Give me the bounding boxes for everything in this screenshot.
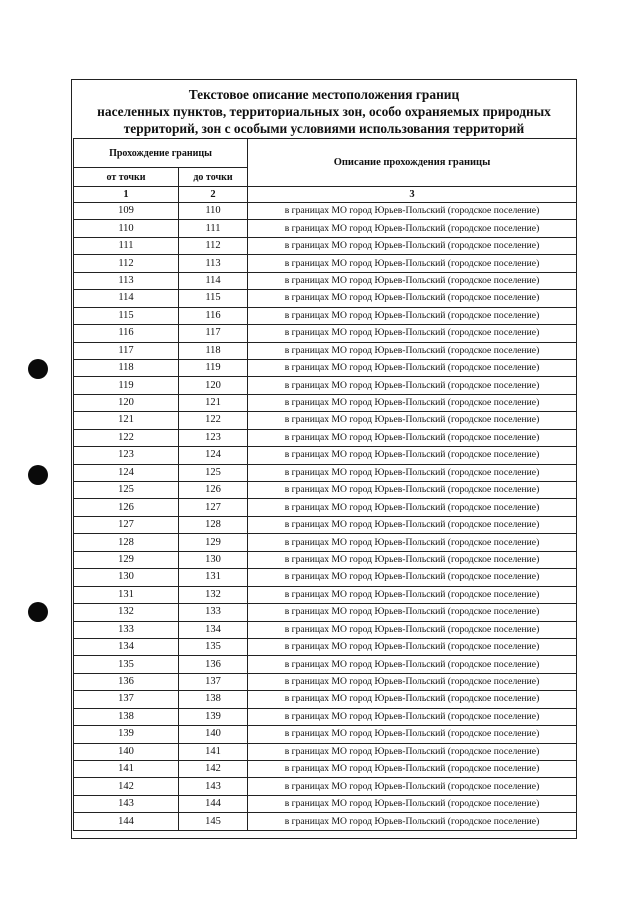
- cell-from-point: 117: [74, 342, 179, 359]
- cell-to-point: 114: [179, 272, 248, 289]
- table-body: [74, 203, 577, 831]
- table-row: [74, 237, 577, 254]
- cell-from-point: 127: [74, 516, 179, 533]
- header-to-point: до точки: [179, 168, 248, 187]
- table-row: [74, 708, 577, 725]
- cell-from-point: 143: [74, 795, 179, 812]
- table-row: [74, 586, 577, 603]
- cell-description: в границах МО город Юрьев-Польский (городское поселение): [248, 761, 577, 778]
- cell-to-point: 130: [179, 551, 248, 568]
- column-number-1: 1: [74, 187, 179, 203]
- header-description: Описание прохождения границы: [248, 139, 577, 187]
- cell-to-point: 135: [179, 638, 248, 655]
- cell-to-point: 129: [179, 534, 248, 551]
- cell-description: в границах МО город Юрьев-Польский (городское поселение): [248, 464, 577, 481]
- table-row: [74, 813, 577, 830]
- cell-to-point: 119: [179, 359, 248, 376]
- table-row: [74, 516, 577, 533]
- cell-description: в границах МО город Юрьев-Польский (городское поселение): [248, 586, 577, 603]
- cell-description: в границах МО город Юрьев-Польский (городское поселение): [248, 691, 577, 708]
- cell-description: в границах МО город Юрьев-Польский (городское поселение): [248, 377, 577, 394]
- cell-description: в границах МО город Юрьев-Польский (городское поселение): [248, 621, 577, 638]
- table-row: [74, 325, 577, 342]
- cell-description: в границах МО город Юрьев-Польский (городское поселение): [248, 394, 577, 411]
- cell-to-point: 134: [179, 621, 248, 638]
- cell-from-point: 114: [74, 290, 179, 307]
- cell-description: в границах МО город Юрьев-Польский (городское поселение): [248, 778, 577, 795]
- table-row: [74, 290, 577, 307]
- title-line-3: территорий, зон с особыми условиями использования территорий: [123, 121, 525, 136]
- cell-from-point: 142: [74, 778, 179, 795]
- cell-from-point: 126: [74, 499, 179, 516]
- cell-to-point: 124: [179, 447, 248, 464]
- cell-description: в границах МО город Юрьев-Польский (городское поселение): [248, 412, 577, 429]
- table-row: [74, 551, 577, 568]
- cell-from-point: 144: [74, 813, 179, 830]
- cell-to-point: 115: [179, 290, 248, 307]
- cell-from-point: 111: [74, 237, 179, 254]
- cell-from-point: 131: [74, 586, 179, 603]
- cell-from-point: 132: [74, 604, 179, 621]
- cell-to-point: 110: [179, 203, 248, 220]
- cell-from-point: 129: [74, 551, 179, 568]
- table-row: [74, 638, 577, 655]
- document-title: [72, 86, 576, 137]
- cell-description: в границах МО город Юрьев-Польский (городское поселение): [248, 551, 577, 568]
- cell-to-point: 117: [179, 325, 248, 342]
- table-row: [74, 429, 577, 446]
- cell-description: в границах МО город Юрьев-Польский (городское поселение): [248, 743, 577, 760]
- cell-to-point: 112: [179, 237, 248, 254]
- table-row: [74, 359, 577, 376]
- cell-to-point: 126: [179, 482, 248, 499]
- cell-to-point: 140: [179, 726, 248, 743]
- cell-to-point: 131: [179, 569, 248, 586]
- cell-description: в границах МО город Юрьев-Польский (городское поселение): [248, 429, 577, 446]
- header-passage: Прохождение границы: [74, 139, 248, 168]
- table-row: [74, 255, 577, 272]
- binder-hole-bottom: [28, 602, 48, 622]
- cell-to-point: 121: [179, 394, 248, 411]
- cell-description: в границах МО город Юрьев-Польский (городское поселение): [248, 569, 577, 586]
- table-row: [74, 743, 577, 760]
- cell-description: в границах МО город Юрьев-Польский (городское поселение): [248, 604, 577, 621]
- cell-from-point: 110: [74, 220, 179, 237]
- header-from-point: от точки: [74, 168, 179, 187]
- cell-from-point: 112: [74, 255, 179, 272]
- boundary-table: [73, 138, 577, 831]
- binder-hole-top: [28, 359, 48, 379]
- cell-description: в границах МО город Юрьев-Польский (городское поселение): [248, 516, 577, 533]
- cell-from-point: 130: [74, 569, 179, 586]
- cell-description: в границах МО город Юрьев-Польский (городское поселение): [248, 656, 577, 673]
- cell-to-point: 125: [179, 464, 248, 481]
- table-row: [74, 726, 577, 743]
- cell-from-point: 136: [74, 673, 179, 690]
- cell-to-point: 118: [179, 342, 248, 359]
- table-row: [74, 377, 577, 394]
- cell-from-point: 128: [74, 534, 179, 551]
- table-row: [74, 778, 577, 795]
- cell-from-point: 123: [74, 447, 179, 464]
- cell-from-point: 135: [74, 656, 179, 673]
- cell-from-point: 133: [74, 621, 179, 638]
- cell-from-point: 115: [74, 307, 179, 324]
- table-row: [74, 761, 577, 778]
- cell-to-point: 133: [179, 604, 248, 621]
- table-row: [74, 656, 577, 673]
- table-row: [74, 464, 577, 481]
- cell-from-point: 124: [74, 464, 179, 481]
- cell-to-point: 127: [179, 499, 248, 516]
- table-row: [74, 482, 577, 499]
- cell-to-point: 144: [179, 795, 248, 812]
- column-number-2: 2: [179, 187, 248, 203]
- table-row: [74, 499, 577, 516]
- cell-from-point: 120: [74, 394, 179, 411]
- cell-description: в границах МО город Юрьев-Польский (городское поселение): [248, 673, 577, 690]
- table-row: [74, 272, 577, 289]
- table-row: [74, 569, 577, 586]
- cell-to-point: 111: [179, 220, 248, 237]
- cell-from-point: 134: [74, 638, 179, 655]
- table-row: [74, 691, 577, 708]
- cell-to-point: 138: [179, 691, 248, 708]
- cell-from-point: 109: [74, 203, 179, 220]
- cell-description: в границах МО город Юрьев-Польский (городское поселение): [248, 255, 577, 272]
- cell-description: в границах МО город Юрьев-Польский (городское поселение): [248, 708, 577, 725]
- title-line-2: населенных пунктов, территориальных зон, особо охраняемых природных: [97, 104, 551, 119]
- cell-description: в границах МО город Юрьев-Польский (городское поселение): [248, 638, 577, 655]
- cell-description: в границах МО город Юрьев-Польский (городское поселение): [248, 447, 577, 464]
- cell-from-point: 113: [74, 272, 179, 289]
- cell-to-point: 143: [179, 778, 248, 795]
- table-row: [74, 342, 577, 359]
- table-row: [74, 203, 577, 220]
- cell-description: в границах МО город Юрьев-Польский (городское поселение): [248, 290, 577, 307]
- cell-from-point: 138: [74, 708, 179, 725]
- cell-from-point: 139: [74, 726, 179, 743]
- cell-to-point: 132: [179, 586, 248, 603]
- cell-to-point: 113: [179, 255, 248, 272]
- table-row: [74, 534, 577, 551]
- cell-to-point: 116: [179, 307, 248, 324]
- cell-from-point: 122: [74, 429, 179, 446]
- cell-description: в границах МО город Юрьев-Польский (городское поселение): [248, 307, 577, 324]
- cell-description: в границах МО город Юрьев-Польский (городское поселение): [248, 220, 577, 237]
- cell-to-point: 142: [179, 761, 248, 778]
- cell-description: в границах МО город Юрьев-Польский (городское поселение): [248, 359, 577, 376]
- cell-from-point: 119: [74, 377, 179, 394]
- cell-description: в границах МО город Юрьев-Польский (городское поселение): [248, 482, 577, 499]
- document-frame: [71, 79, 577, 839]
- cell-to-point: 145: [179, 813, 248, 830]
- cell-description: в границах МО город Юрьев-Польский (городское поселение): [248, 813, 577, 830]
- title-line-1: Текстовое описание местоположения границ: [188, 87, 460, 102]
- cell-from-point: 116: [74, 325, 179, 342]
- table-row: [74, 412, 577, 429]
- cell-to-point: 136: [179, 656, 248, 673]
- table-row: [74, 220, 577, 237]
- table-row: [74, 621, 577, 638]
- cell-to-point: 123: [179, 429, 248, 446]
- cell-description: в границах МО город Юрьев-Польский (городское поселение): [248, 726, 577, 743]
- table-row: [74, 307, 577, 324]
- table-row: [74, 604, 577, 621]
- cell-from-point: 140: [74, 743, 179, 760]
- cell-description: в границах МО город Юрьев-Польский (городское поселение): [248, 272, 577, 289]
- cell-from-point: 141: [74, 761, 179, 778]
- cell-to-point: 137: [179, 673, 248, 690]
- binder-hole-middle: [28, 465, 48, 485]
- cell-description: в границах МО город Юрьев-Польский (городское поселение): [248, 534, 577, 551]
- cell-from-point: 118: [74, 359, 179, 376]
- cell-from-point: 121: [74, 412, 179, 429]
- table-row: [74, 394, 577, 411]
- cell-description: в границах МО город Юрьев-Польский (городское поселение): [248, 499, 577, 516]
- cell-description: в границах МО город Юрьев-Польский (городское поселение): [248, 795, 577, 812]
- cell-from-point: 137: [74, 691, 179, 708]
- cell-description: в границах МО город Юрьев-Польский (городское поселение): [248, 342, 577, 359]
- table-row: [74, 447, 577, 464]
- table-row: [74, 673, 577, 690]
- cell-to-point: 141: [179, 743, 248, 760]
- cell-from-point: 125: [74, 482, 179, 499]
- cell-description: в границах МО город Юрьев-Польский (городское поселение): [248, 237, 577, 254]
- cell-description: в границах МО город Юрьев-Польский (городское поселение): [248, 203, 577, 220]
- table-row: [74, 795, 577, 812]
- cell-description: в границах МО город Юрьев-Польский (городское поселение): [248, 325, 577, 342]
- cell-to-point: 120: [179, 377, 248, 394]
- cell-to-point: 139: [179, 708, 248, 725]
- cell-to-point: 122: [179, 412, 248, 429]
- column-number-3: 3: [248, 187, 577, 203]
- cell-to-point: 128: [179, 516, 248, 533]
